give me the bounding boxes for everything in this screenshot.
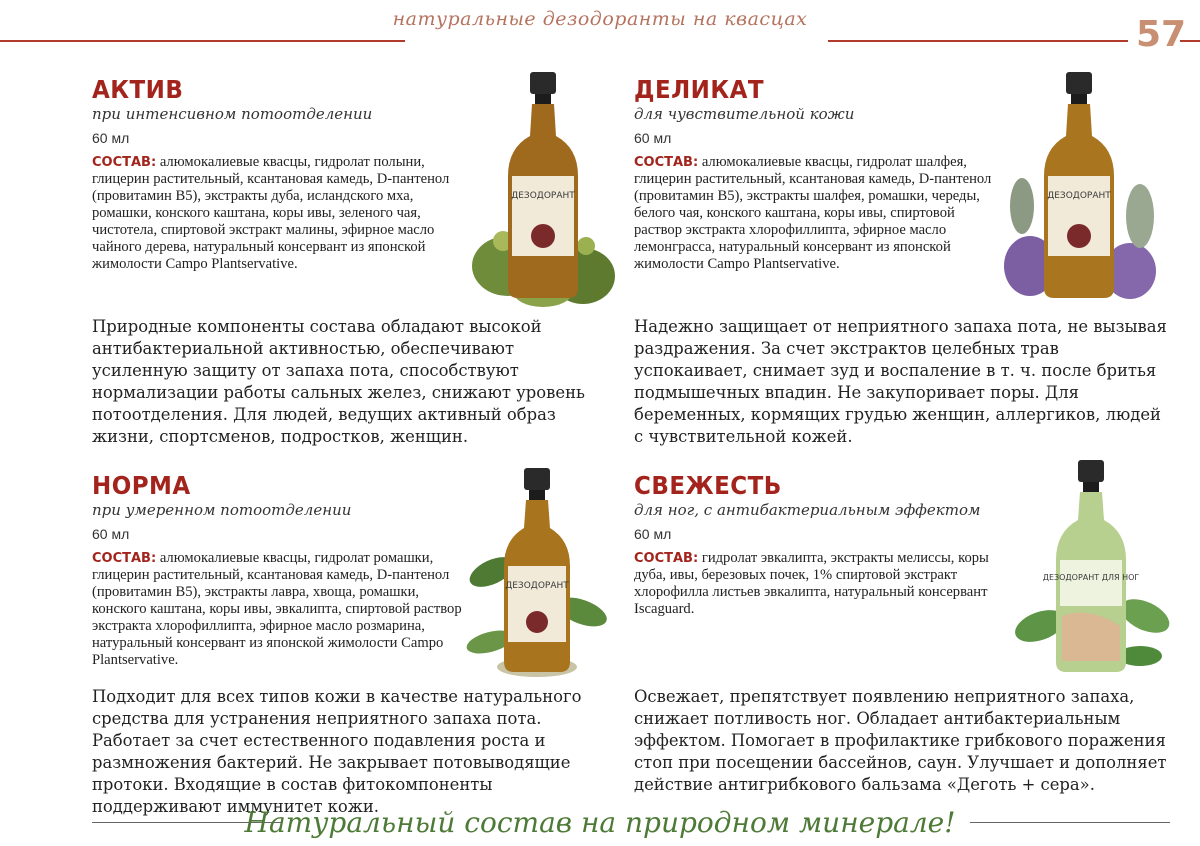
composition-text: алюмокалиевые квасцы, гидролат ромашки, глицерин растительный, ксантановая камедь, D-пантенол (провитамин В5), экстракты лавра, хвоща, ромашки, конского каштана, коры ивы, эвкалипта, спиртовой раствор экстракта хлорофиллипта, эфирное масло розмарина, натуральный консервант из японской жимолости Campo Plantservative. — [92, 550, 462, 668]
product-composition — [634, 154, 994, 273]
header-title: натуральные дезодоранты на квасцах — [392, 8, 808, 30]
product-subtitle: для чувствительной кожи — [634, 105, 855, 123]
footer-slogan: Натуральный состав на природном минерале! — [244, 806, 956, 839]
composition-label: СОСТАВ: — [92, 155, 157, 170]
bottle-label-text: ДЕЗОДОРАНТ — [505, 581, 569, 591]
composition-text: алюмокалиевые квасцы, гидролат шалфея, глицерин растительный, ксантановая камедь, D-пантенол (провитамин В5), экстракты шалфея, ромашки, череды, белого чая, конского каштана, коры ивы, спиртовой раствор экстракта хлорофиллипта, эфирное масло лемонграсса, натуральный консервант из японской жимолости Campo Plantservative. — [634, 154, 992, 272]
product-delikat — [634, 76, 994, 273]
product-description-aktiv: Природные компоненты состава обладают высокой антибактериальной активностью, обеспечивают усиленную защиту от запаха пота, способствуют нормализации работы сальных желез, снижают уровень потоотделения. Для людей, ведущих активный образ жизни, спортсменов, подростков, женщин. — [92, 317, 585, 446]
product-volume: 60 мл — [634, 526, 672, 542]
product-description-svezhest: Освежает, препятствует появлению неприятного запаха, снижает потливость ног. Обладает антибактериальным эффектом. Помогает в профилактике грибкового поражения стоп при посещении бассейнов, саун. Улучшает и дополняет действие антигрибкового бальзама «Деготь + сера». — [634, 687, 1167, 794]
product-volume: 60 мл — [634, 130, 672, 146]
product-description-norma: Подходит для всех типов кожи в качестве натурального средства для устранения неприятного запаха пота. Работает за счет естественного подавления роста и размножения бактерий. Не закрывает потовыводящие протоки. Входящие в состав фитокомпоненты поддерживают иммунитет кожи. — [92, 687, 582, 816]
product-aktiv — [92, 76, 452, 273]
product-volume: 60 мл — [92, 526, 130, 542]
bottle-image-svezhest — [1010, 456, 1170, 676]
page-number: 57 — [1136, 14, 1187, 55]
product-subtitle: при умеренном потоотделении — [92, 501, 352, 519]
product-volume: 60 мл — [92, 130, 130, 146]
header-rule-left — [0, 40, 405, 42]
bottle-label-text: ДЕЗОДОРАНТ ДЛЯ НОГ — [1042, 573, 1140, 582]
bottle-image-aktiv — [468, 66, 618, 310]
product-norma — [92, 472, 462, 669]
product-subtitle: для ног, с антибактериальным эффектом — [634, 501, 981, 519]
product-subtitle: при интенсивном потоотделении — [92, 105, 373, 123]
product-composition — [92, 154, 452, 273]
product-name: НОРМА — [92, 471, 191, 500]
composition-label: СОСТАВ: — [634, 551, 699, 566]
composition-text: алюмокалиевые квасцы, гидролат полыни, глицерин растительный, ксантановая камедь, D-пантенол (провитамин В5), экстракты дуба, исландского мха, ромашки, конского каштана, коры ивы, зеленого чая, чистотела, спиртовой экстракт малины, эфирное масло чайного дерева, натуральный консервант из японской жимолости Campo Plantservative. — [92, 154, 450, 272]
bottle-image-norma — [462, 462, 612, 684]
product-name: СВЕЖЕСТЬ — [634, 471, 782, 500]
header-rule-right — [828, 40, 1128, 42]
product-composition — [92, 550, 462, 669]
product-svezhest — [634, 472, 1004, 618]
product-description-delikat: Надежно защищает от неприятного запаха пота, не вызывая раздражения. За счет экстрактов целебных трав успокаивает, снимает зуд и воспаление в т. ч. после бритья подмышечных впадин. Не закупоривает поры. Для беременных, кормящих грудью женщин, аллергиков, людей с чувствительной кожей. — [634, 317, 1167, 446]
composition-label: СОСТАВ: — [92, 551, 157, 566]
composition-text: гидролат эвкалипта, экстракты мелиссы, коры дуба, ивы, березовых почек, 1% спиртовой экстракт хлорофилла листьев эвкалипта, натуральный консервант Iscaguard. — [634, 550, 989, 617]
product-name: АКТИВ — [92, 75, 184, 104]
bottle-label-text: ДЕЗОДОРАНТ — [1047, 191, 1111, 201]
bottle-label-text: ДЕЗОДОРАНТ — [511, 191, 575, 201]
composition-label: СОСТАВ: — [634, 155, 699, 170]
product-composition — [634, 550, 1004, 618]
product-name: ДЕЛИКАТ — [634, 75, 765, 104]
bottle-image-delikat — [1000, 66, 1160, 300]
